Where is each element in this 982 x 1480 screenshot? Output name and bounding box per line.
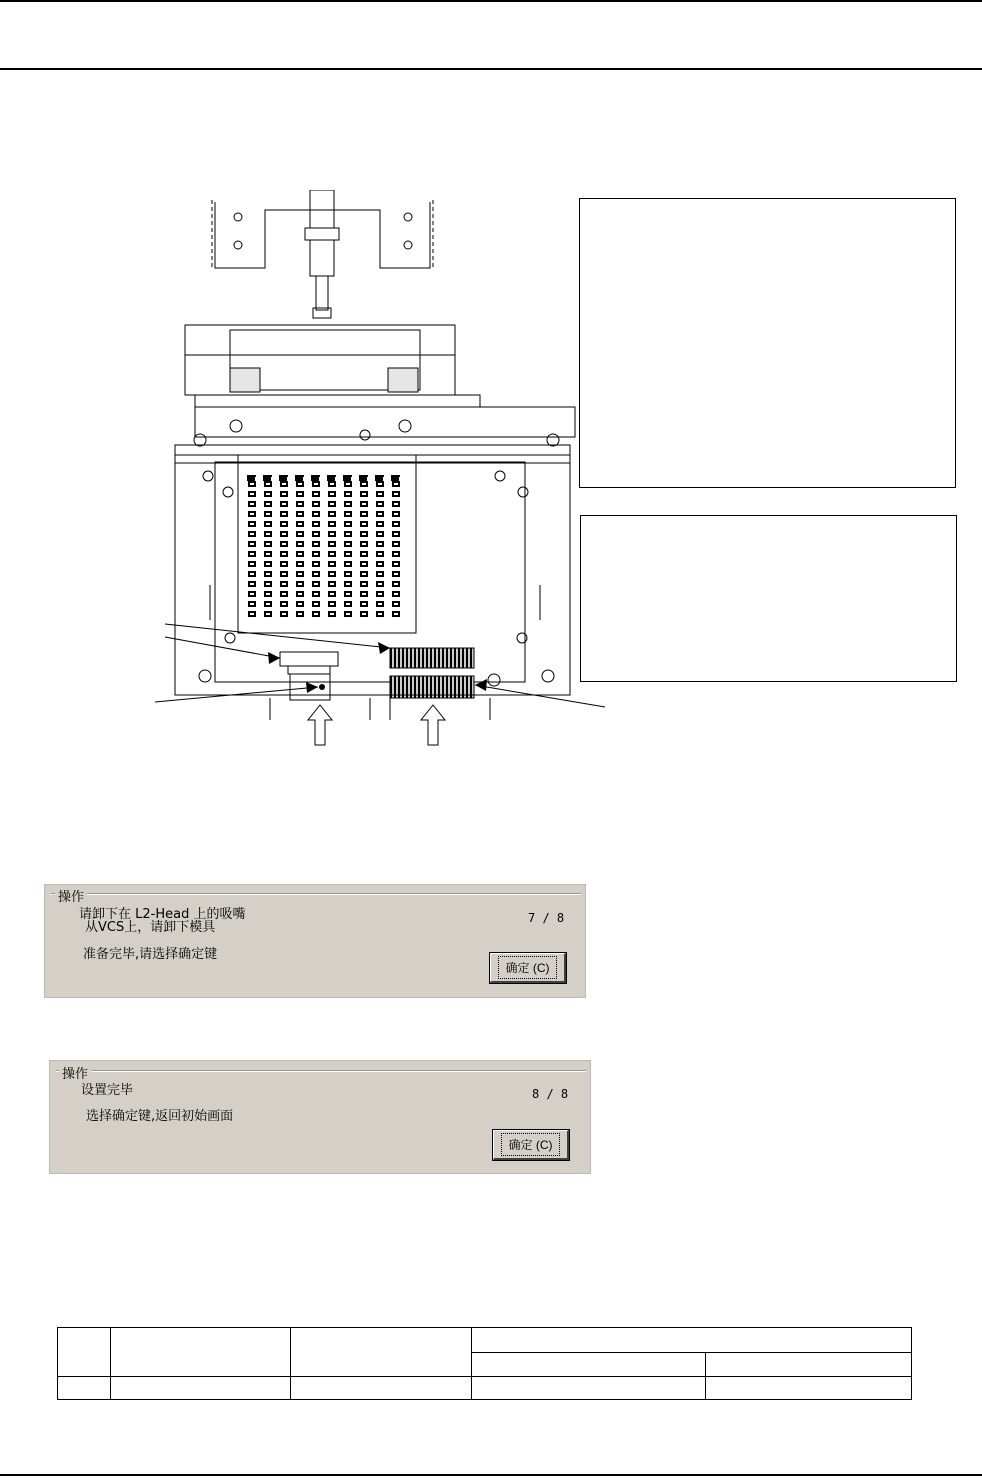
table-cell <box>58 1328 111 1377</box>
nozzle-head-technical-drawing <box>150 190 610 750</box>
footer-rule <box>0 1474 982 1476</box>
table-cell <box>291 1328 472 1377</box>
table-cell <box>472 1328 912 1353</box>
callout-box-bottom <box>580 515 957 682</box>
table-cell <box>111 1377 291 1400</box>
dialog-progress: 8 / 8 <box>532 1087 569 1101</box>
confirm-button-label: 确定 (C) <box>501 1133 559 1156</box>
operation-dialog-step-7 <box>44 884 586 998</box>
confirm-button[interactable] <box>493 1130 569 1160</box>
dialog-message-line-2: 从VCS上，请卸下模具 <box>85 920 216 935</box>
confirm-button-label: 确定 (C) <box>498 956 556 979</box>
dialog-legend: 操作 <box>55 886 87 905</box>
table-cell <box>472 1353 706 1377</box>
operation-dialog-step-8 <box>49 1060 591 1174</box>
top-border-rule <box>0 0 982 2</box>
table-cell <box>706 1377 912 1400</box>
record-table <box>57 1327 912 1400</box>
dialog-message-line-2: 选择确定键,返回初始画面 <box>86 1109 234 1124</box>
confirm-button[interactable] <box>490 953 566 983</box>
table-cell <box>472 1377 706 1400</box>
dialog-groupbox-line <box>56 1070 586 1072</box>
dialog-message-line-1: 请卸下在 L2-Head 上的吸嘴 <box>79 907 246 922</box>
callout-box-top <box>579 198 956 488</box>
table-cell <box>706 1353 912 1377</box>
dialog-legend: 操作 <box>59 1063 91 1082</box>
dialog-message-line-1: 设置完毕 <box>81 1083 134 1098</box>
dialog-groupbox-line <box>51 893 581 895</box>
dialog-progress: 7 / 8 <box>528 911 565 925</box>
table-cell <box>58 1377 111 1400</box>
dialog-message-line-3: 准备完毕,请选择确定键 <box>83 947 218 962</box>
table-cell <box>111 1328 291 1377</box>
header-rule <box>0 68 982 70</box>
table-cell <box>291 1377 472 1400</box>
